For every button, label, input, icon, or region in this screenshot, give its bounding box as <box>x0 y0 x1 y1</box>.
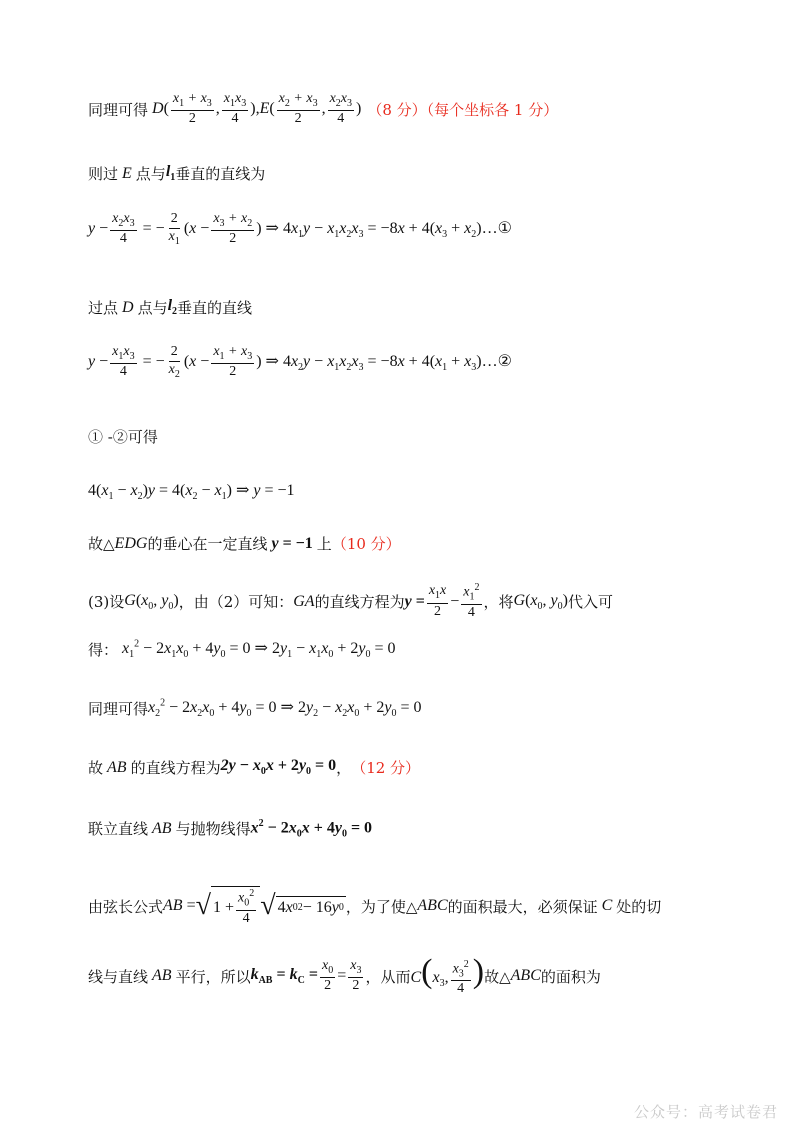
line-8: 故△ EDG 的垂心在一定直线 y = −1 上 （10 分） <box>88 534 401 553</box>
line-12: 故 AB 的直线方程为 $2y - x_0x + 2y_0 = 0$ ， （12 分） <box>88 757 421 778</box>
line-6: ① -②可得 <box>88 428 158 446</box>
line-2: 则过 E 点与 $l_1$ 垂直的直线为 <box>88 163 266 184</box>
line-11: 同理可得 $x_2^2 - 2x_2x_0 + 4y_0 = 0$ ⇒ $2y_2 - x_2x_0 + 2y_0 = 0$ <box>88 697 422 720</box>
equation-1: y − $\frac{x_2x_3}{4}$ = − $\frac{2}{x_1}$ (x − $\frac{x_3 + x_2}{2}$ ) ⇒ $4x_1y - x_1x_2x_3 = -8x + 4(x_3$ + $x_2)\dots ①$ <box>88 211 512 247</box>
line-1: 同理可得 D( $\frac{x_1 + x_3}{2}$ , $\frac{x_1x_3}{4}$ ),E( $\frac{x_2 + x_3}{2}$ , $\frac{x_2x_3}{4}$ ) （8 分）（每个坐标各 1 分） <box>88 91 559 127</box>
formula-DE-coords: D( $\frac{x_1 + x_3}{2}$ , $\frac{x_1x_3}{4}$ ),E( $\frac{x_2 + x_3}{2}$ , $\frac{x_2x_3}{4}$ ) <box>148 91 362 127</box>
watermark: 公众号：高考试卷君 <box>633 1103 778 1121</box>
line-15: 线与直线 AB 平行，所以 $k_{AB} = k_C$ = $\frac{x_0}{2}$ = $\frac{x_3}{2}$ ，从而 $C(x_3$, $\frac{x_3^2}{4}$ ) 故△ ABC 的面积为 <box>88 953 601 997</box>
line-13: 联立直线 AB 与抛物线得 $x^2 - 2x_0x + 4y_0 = 0$ <box>88 818 373 840</box>
score-12: （12 分） <box>351 759 421 777</box>
equation-2: y − $\frac{x_1x_3}{4}$ = − $\frac{2}{x_2}$ (x − $\frac{x_1 + x_3}{2}$ ) ⇒ $4x_2y - x_1x_2x_3 = -8x + 4(x_1$ + $x_3)\dots ②$ <box>88 344 512 380</box>
line-14: 由弦长公式 AB = √ 1 + $\frac{x_0^2}{4}$ √ 4 x 0 2 − 16 y 0 ，为了使△ ABC 的面积最大，必须保证 C 处的切 <box>88 888 662 926</box>
equation-3: $4(x_1 - x_2)y = 4(x_2 - x_1)$ ⇒ y = −1 <box>88 482 295 503</box>
line-9: (3)设 $G(x_0$, $y_0$) ，由（2）可知： GA 的直线方程为 y = $\frac{x_1x}{2}$ − $\frac{x_1^2}{4}$ ，将 $G(x_0$, $y_0$) 代入可 <box>88 582 613 620</box>
line-4: 过点 D 点与 $l_2$ 垂直的直线 <box>88 297 253 318</box>
line-10: 得： $x_1^2 - 2x_1x_0 + 4y_0 = 0$ ⇒ $2y_1 - x_1x_0 + 2y_0 = 0$ <box>88 638 396 661</box>
score-10: （10 分） <box>331 535 401 553</box>
score-8: （8 分）（每个坐标各 1 分） <box>367 100 559 119</box>
